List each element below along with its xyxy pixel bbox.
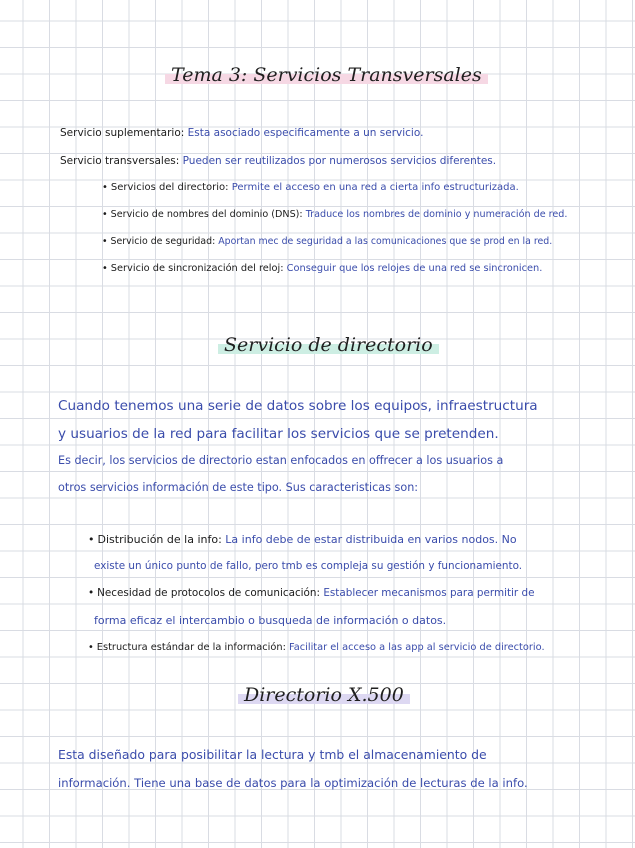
paragraph-line: Es decir, los servicios de directorio estan enfocados en offrecer a los usuarios a	[58, 454, 504, 467]
item-text: Aportan mec de seguridad a las comunicaciones que se prod en la red.	[218, 236, 553, 247]
item-term: Servicio de nombres del dominio (DNS):	[110, 209, 303, 220]
definition-text: Pueden ser reutilizados por numerosos servicios diferentes.	[182, 155, 497, 167]
feature-item	[88, 640, 545, 655]
list-item	[102, 181, 519, 195]
feature-continuation: existe un único punto de fallo, pero tmb es compleja su gestión y funcionamiento.	[94, 560, 523, 572]
paragraph-line: otros servicios información de este tipo. Sus caracteristicas son:	[58, 481, 419, 494]
feature-term: Estructura estándar de la información:	[96, 642, 286, 653]
paragraph-line: Cuando tenemos una serie de datos sobre los equipos, infraestructura	[58, 398, 538, 414]
paragraph-line: Esta diseñado para posibilitar la lectura y tmb el almacenamiento de	[58, 747, 487, 762]
feature-text: Facilitar el acceso a las app al servicio de directorio.	[289, 642, 545, 653]
definition-term: Servicio suplementario:	[60, 127, 185, 139]
paragraph-line: y usuarios de la red para facilitar los servicios que se pretenden.	[58, 426, 499, 442]
item-text: Permite el acceso en una red a cierta info estructurizada.	[231, 182, 519, 193]
item-term: Servicio de seguridad:	[110, 236, 216, 247]
list-item	[102, 235, 552, 249]
feature-continuation: forma eficaz el intercambio o busqueda de información o datos.	[94, 614, 447, 627]
bullet-icon: •	[102, 236, 108, 247]
item-term: Servicios del directorio:	[110, 182, 229, 193]
bullet-icon: •	[88, 533, 95, 546]
bullet-icon: •	[102, 209, 108, 220]
list-item	[102, 262, 542, 276]
bullet-icon: •	[88, 587, 95, 599]
definition-suplementario	[60, 126, 423, 140]
page-title: Tema 3: Servicios Transversales	[165, 63, 488, 87]
definition-transversales	[60, 154, 496, 168]
feature-text: Establecer mecanismos para permitir de	[323, 587, 535, 599]
section-title-x500: Directorio X.500	[238, 683, 410, 707]
definition-term: Servicio transversales:	[60, 155, 180, 167]
bullet-icon: •	[102, 263, 108, 274]
feature-item	[88, 586, 534, 601]
item-text: Conseguir que los relojes de una red se sincronicen.	[286, 263, 543, 274]
list-item	[102, 208, 567, 222]
section-title-directorio: Servicio de directorio	[218, 333, 439, 357]
definition-text: Esta asociado especificamente a un servicio.	[187, 127, 424, 139]
feature-term: Distribución de la info:	[97, 533, 222, 546]
feature-text: La info debe de estar distribuida en varios nodos. No	[225, 533, 517, 546]
feature-item	[88, 532, 517, 547]
item-text: Traduce los nombres de dominio y numeración de red.	[305, 209, 568, 220]
item-term: Servicio de sincronización del reloj:	[110, 263, 284, 274]
paragraph-line: información. Tiene una base de datos para la optimización de lecturas de la info.	[58, 776, 528, 790]
bullet-icon: •	[102, 182, 108, 193]
bullet-icon: •	[88, 642, 94, 653]
feature-term: Necesidad de protocolos de comunicación:	[97, 587, 320, 599]
